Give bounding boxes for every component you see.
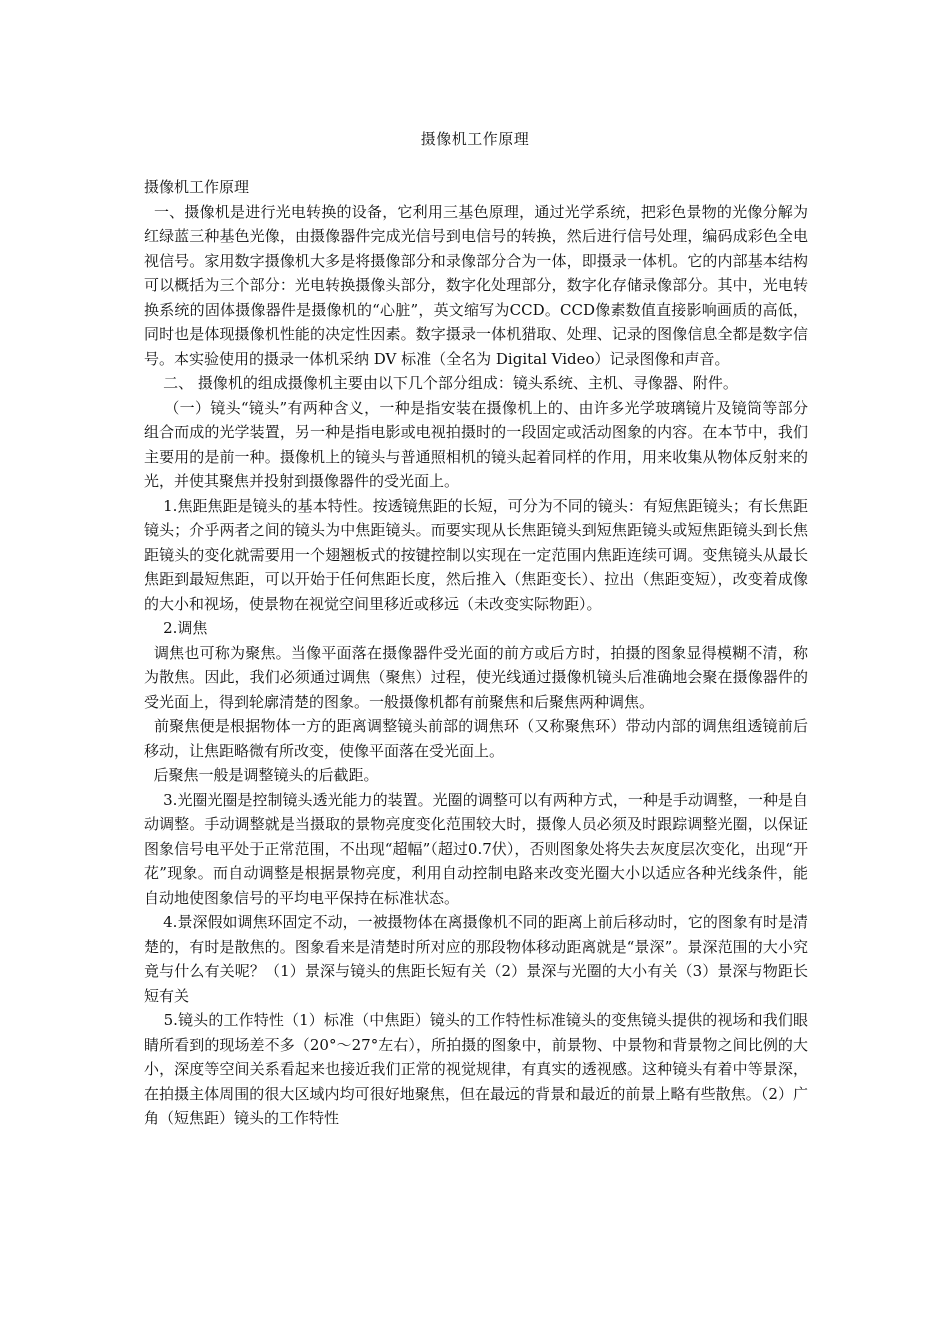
paragraph-focus-heading: 2.调焦 [144,619,208,637]
document-body [144,175,808,1131]
paragraph-composition: 二、 摄像机的组成摄像机主要由以下几个部分组成：镜头系统、主机、寻像器、附件。 [144,374,738,392]
paragraph-front-focus: 前聚焦便是根据物体一方的距离调整镜头前部的调焦环（又称聚焦环）带动内部的调焦组透镜前后移动，让焦距略微有所改变，使像平面落在受光面上。 [144,717,808,760]
paragraph-depth-of-field: 4.景深假如调焦环固定不动，一被摄物体在离摄像机不同的距离上前后移动时，它的图象有时是清楚的，有时是散焦的。图象看来是清楚时所对应的那段物体移动距离就是“景深”。景深范围的大小究竟与什么有关呢？（1）景深与镜头的焦距长短有关（2）景深与光圈的大小有关（3）景深与物距长短有关 [144,913,808,1005]
paragraph-lens: （一）镜头“镜头”有两种含义，一种是指安装在摄像机上的、由许多光学玻璃镜片及镜筒等部分组合而成的光学装置，另一种是指电影或电视拍摄时的一段固定或活动图象的内容。在本节中，我们主要用的是前一种。摄像机上的镜头与普通照相机的镜头起着同样的作用，用来收集从物体反射来的光，并使其聚焦并投射到摄像器件的受光面上。 [144,398,808,490]
body-heading: 摄像机工作原理 [144,178,250,196]
paragraph-aperture: 3.光圈光圈是控制镜头透光能力的装置。光圈的调整可以有两种方式，一种是手动调整，一种是自动调整。手动调整就是当摄取的景物亮度变化范围较大时，摄像人员必须及时跟踪调整光圈，以保证图象信号电平处于正常范围，不出现“超幅”（超过0.7伏），否则图象处将失去灰度层次变化，出现“开花”现象。而自动调整是根据景物亮度，利用自动控制电路来改变光圈大小以适应各种光线条件，能自动地使图象信号的平均电平保持在标准状态。 [144,790,808,907]
paragraph-focus: 调焦也可称为聚焦。当像平面落在摄像器件受光面的前方或后方时，拍摄的图象显得模糊不清，称为散焦。因此，我们必须通过调焦（聚焦）过程，使光线通过摄像机镜头后准确地会聚在摄像器件的受光面上，得到轮廓清楚的图象。一般摄像机都有前聚焦和后聚焦两种调焦。 [144,643,808,711]
document-title: 摄像机工作原理 [420,130,530,148]
paragraph-lens-characteristics: 5.镜头的工作特性（1）标准（中焦距）镜头的工作特性标准镜头的变焦镜头提供的视场和我们眼睛所看到的现场差不多（20°～27°左右），所拍摄的图象中，前景物、中景物和背景物之间比例的大小，深度等空间关系看起来也接近我们正常的视觉规律，有真实的透视感。这种镜头有着中等景深，在拍摄主体周围的很大区域内均可很好地聚焦，但在最远的背景和最近的前景上略有些散焦。（2）广角（短焦距）镜头的工作特性 [144,1011,809,1127]
paragraph-intro: 一、摄像机是进行光电转换的设备，它利用三基色原理，通过光学系统，把彩色景物的光像分解为红绿蓝三种基色光像，由摄像器件完成光信号到电信号的转换，然后进行信号处理，编码成彩色全电视信号。家用数字摄像机大多是将摄像部分和录像部分合为一体，即摄录一体机。它的内部基本结构可以概括为三个部分：光电转换摄像头部分，数字化处理部分，数字化存储录像部分。其中，光电转换系统的固体摄像器件是摄像机的“心脏”，英文缩写为CCD。CCD像素数值直接影响画质的高低，同时也是体现摄像机性能的决定性因素。数字摄录一体机猎取、处理、记录的图像信息全都是数字信号。本实验使用的摄录一体机采纳 DV 标准（全名为 Digital Video）记录图像和声音。 [144,202,808,368]
paragraph-focal-length: 1.焦距焦距是镜头的基本特性。按透镜焦距的长短，可分为不同的镜头：有短焦距镜头；有长焦距镜头；介乎两者之间的镜头为中焦距镜头。而要实现从长焦距镜头到短焦距镜头或短焦距镜头到长焦距镜头的变化就需要用一个翅翘板式的按键控制以实现在一定范围内焦距连续可调。变焦镜头从最长焦距到最短焦距，可以开始于任何焦距长度，然后推入（焦距变长）、拉出（焦距变短），改变着成像的大小和视场，使景物在视觉空间里移近或移远（未改变实际物距）。 [144,496,808,613]
paragraph-back-focus: 后聚焦一般是调整镜头的后截距。 [144,766,379,784]
